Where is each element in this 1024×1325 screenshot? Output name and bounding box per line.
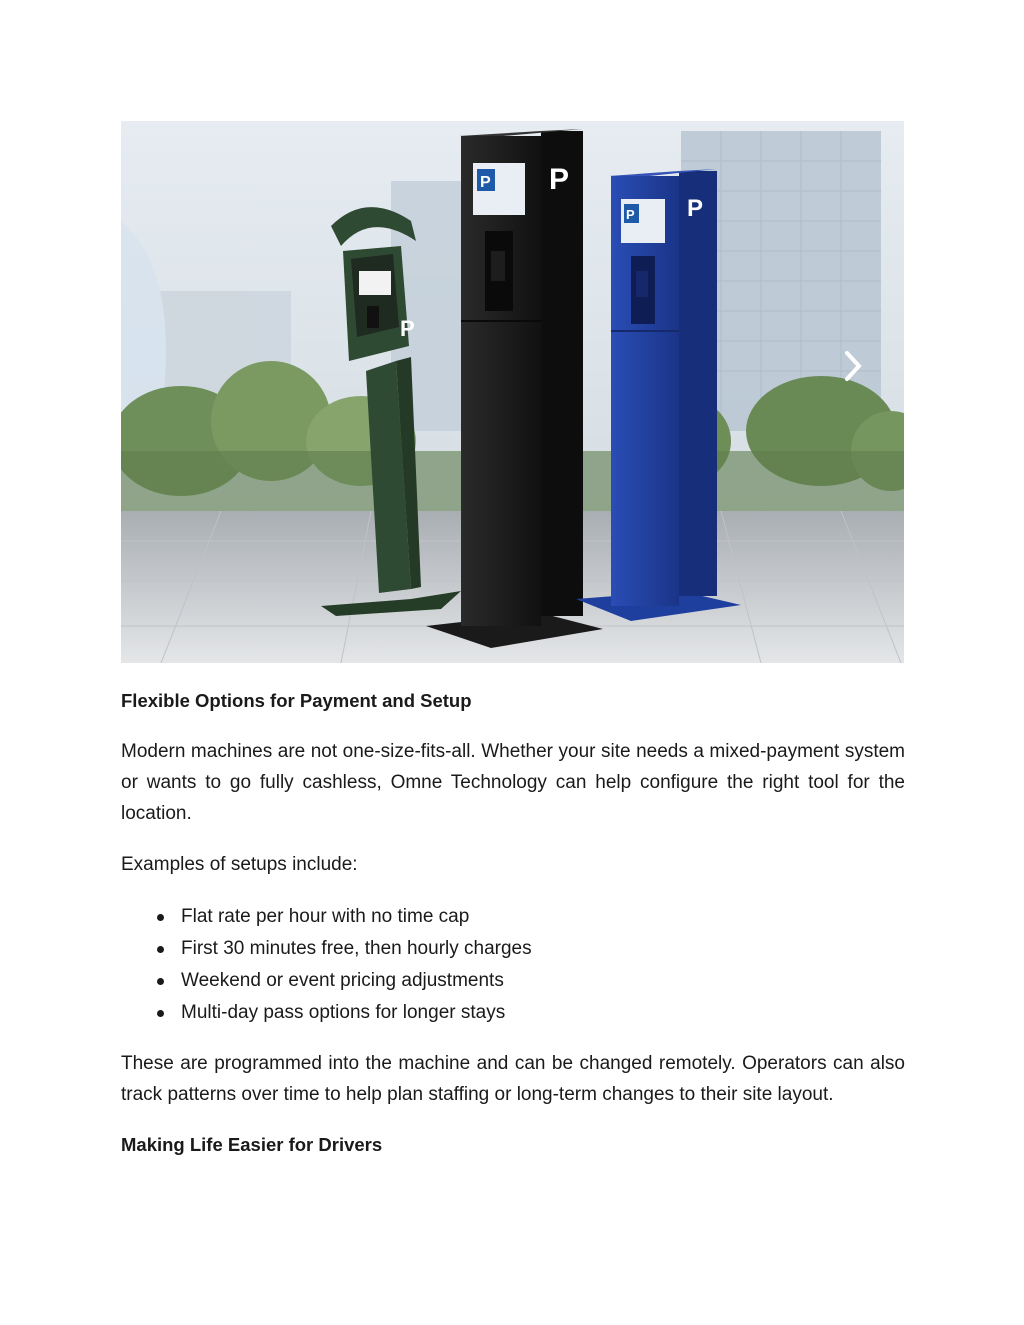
list-item-text: Flat rate per hour with no time cap (181, 906, 470, 927)
green-machine-p-mark: P (400, 316, 415, 341)
blue-screen-p-mark: P (626, 207, 635, 222)
list-item-text: Weekend or event pricing adjustments (181, 970, 504, 991)
paragraph-programmed-remotely: These are programmed into the machine and can be changed remotely. Operators can also track patterns over time to help plan staffing or long-term changes to their site layout. (121, 1053, 905, 1105)
list-item-text: Multi-day pass options for longer stays (181, 1002, 506, 1023)
list-item-text: First 30 minutes free, then hourly charges (181, 938, 532, 959)
list-item (121, 965, 881, 997)
section-heading-flexible-options: Flexible Options for Payment and Setup (121, 690, 472, 711)
list-item (121, 997, 881, 1029)
list-item (121, 933, 881, 965)
bullet-icon (157, 1010, 164, 1017)
list-item (121, 901, 881, 933)
bullet-icon (157, 946, 164, 953)
parking-machines-photo (121, 121, 904, 663)
black-screen-p-mark: P (480, 174, 491, 191)
section-heading-drivers: Making Life Easier for Drivers (121, 1134, 383, 1155)
examples-intro: Examples of setups include: (121, 854, 358, 875)
bullet-icon (157, 978, 164, 985)
black-machine-p-mark: P (549, 163, 570, 196)
bullet-icon (157, 914, 164, 921)
paragraph-modern-machines: Modern machines are not one-size-fits-all. Whether your site needs a mixed-payment system or wants to go fully cashless, Omne Technology can help configure the right tool for the location. (121, 741, 905, 824)
photo-illustration (121, 121, 904, 663)
setup-examples-list (121, 901, 881, 1029)
blue-machine-p-mark: P (687, 195, 704, 222)
